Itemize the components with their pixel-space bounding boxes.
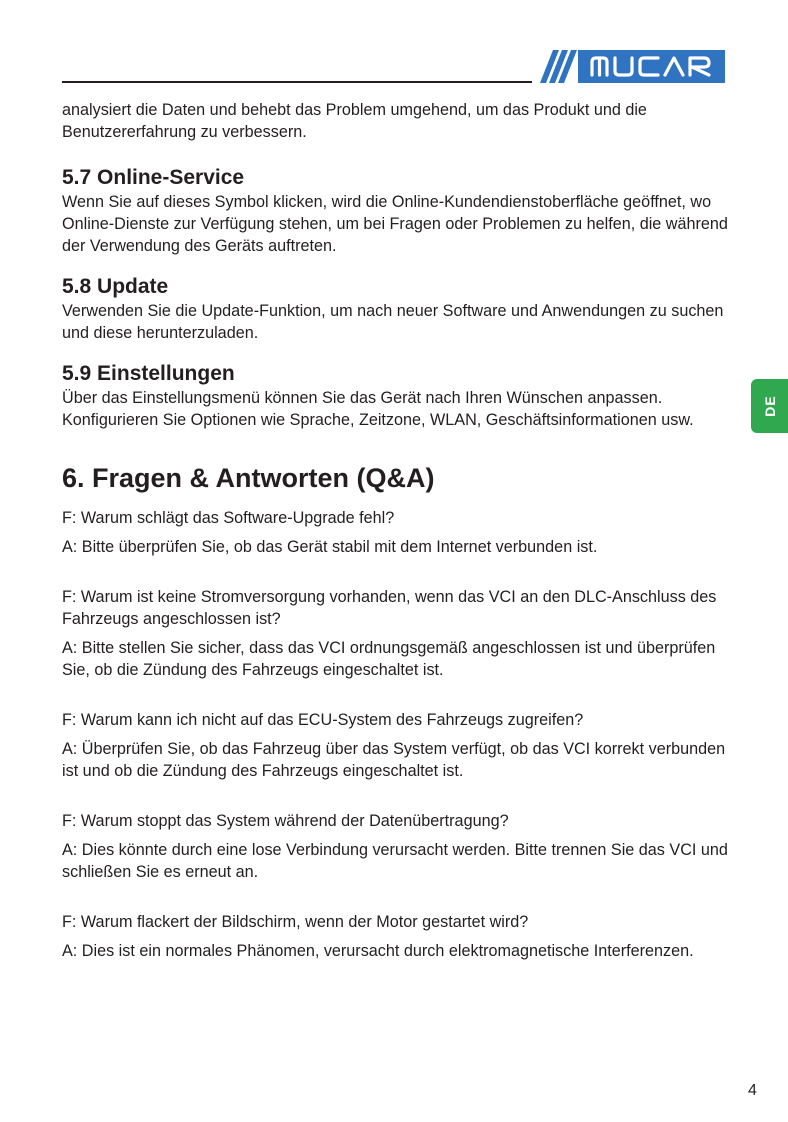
section-heading-settings: 5.9 Einstellungen bbox=[62, 362, 235, 385]
header-rule bbox=[62, 81, 532, 83]
qa-item bbox=[62, 586, 732, 681]
section-body-update: Verwenden Sie die Update-Funktion, um nach neuer Software und Anwendungen zu suchen und diese herunterzuladen. bbox=[62, 302, 724, 342]
qa-question: F: Warum flackert der Bildschirm, wenn der Motor gestartet wird? bbox=[62, 913, 529, 931]
qa-question: F: Warum kann ich nicht auf das ECU-System des Fahrzeugs zugreifen? bbox=[62, 711, 584, 729]
language-tab bbox=[751, 379, 788, 433]
qa-answer: A: Überprüfen Sie, ob das Fahrzeug über das System verfügt, ob das VCI korrekt verbunden ist und ob die Zündung des Fahrzeugs eingeschaltet ist. bbox=[62, 740, 726, 780]
mucar-logo bbox=[532, 50, 725, 83]
qa-item bbox=[62, 507, 732, 558]
language-tab-label: DE bbox=[761, 395, 778, 417]
qa-question: F: Warum stoppt das System während der Datenübertragung? bbox=[62, 812, 509, 830]
page-content bbox=[62, 99, 732, 962]
chapter-heading-qa: 6. Fragen & Antworten (Q&A) bbox=[62, 463, 435, 493]
qa-item bbox=[62, 911, 732, 962]
qa-question: F: Warum schlägt das Software-Upgrade fehl? bbox=[62, 509, 395, 527]
qa-item bbox=[62, 709, 732, 782]
qa-answer: A: Bitte stellen Sie sicher, dass das VCI ordnungsgemäß angeschlossen ist und überprüfen Sie, ob die Zündung des Fahrzeugs eingeschaltet ist. bbox=[62, 639, 716, 679]
qa-answer: A: Dies ist ein normales Phänomen, verursacht durch elektromagnetische Interferenzen. bbox=[62, 942, 694, 960]
logo-text: MUCAR bbox=[532, 50, 536, 51]
page-number: 4 bbox=[748, 1082, 757, 1099]
section-heading-update: 5.8 Update bbox=[62, 275, 169, 298]
qa-question: F: Warum ist keine Stromversorgung vorhanden, wenn das VCI an den DLC-Anschluss des Fahrzeugs angeschlossen ist? bbox=[62, 588, 717, 628]
section-body-settings: Über das Einstellungsmenü können Sie das Gerät nach Ihren Wünschen anpassen. Konfigurieren Sie Optionen wie Sprache, Zeitzone, WLAN, Geschäftsinformationen usw. bbox=[62, 389, 694, 429]
section-body-online-service: Wenn Sie auf dieses Symbol klicken, wird die Online-Kundendienstoberfläche geöffnet, wo Online-Dienste zur Verfügung stehen, um bei Fragen oder Problemen zu helfen, die während der Verwendung des Geräts auftreten. bbox=[62, 193, 728, 255]
section-heading-online-service: 5.7 Online-Service bbox=[62, 166, 245, 189]
qa-item bbox=[62, 810, 732, 883]
qa-answer: A: Bitte überprüfen Sie, ob das Gerät stabil mit dem Internet verbunden ist. bbox=[62, 538, 598, 556]
intro-paragraph: analysiert die Daten und behebt das Problem umgehend, um das Produkt und die Benutzererfahrung zu verbessern. bbox=[62, 101, 647, 141]
qa-answer: A: Dies könnte durch eine lose Verbindung verursacht werden. Bitte trennen Sie das VCI und schließen Sie es erneut an. bbox=[62, 841, 728, 881]
